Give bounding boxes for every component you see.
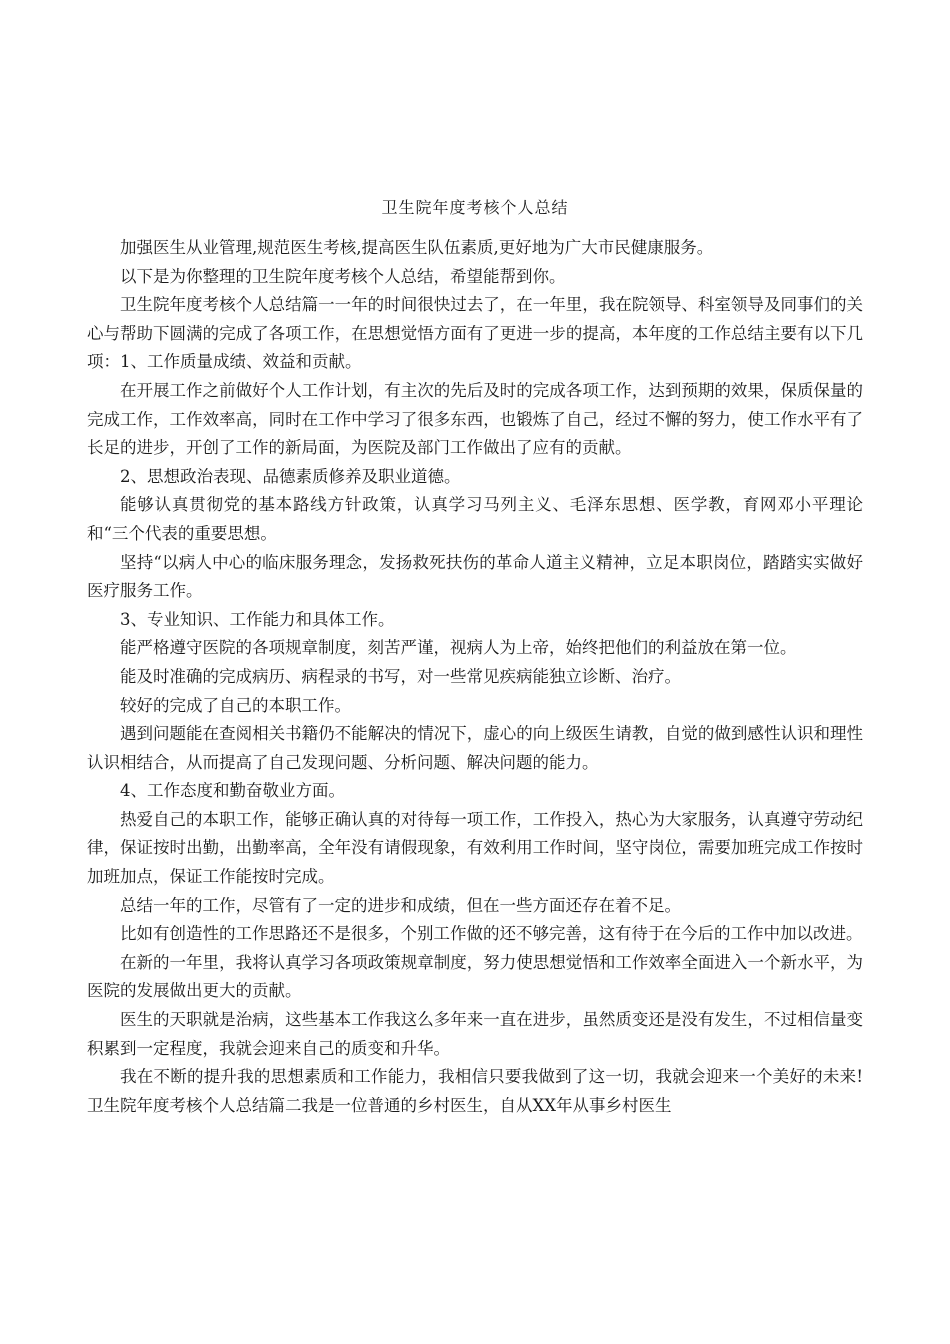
paragraph: 我在不断的提升我的思想素质和工作能力，我相信只要我做到了这一切，我就会迎来一个美好的未来!卫生院年度考核个人总结篇二我是一位普通的乡村医生，自从XX年从事乡村医生 bbox=[87, 1067, 863, 1115]
document-body bbox=[87, 234, 863, 1120]
paragraph: 比如有创造性的工作思路还不是很多，个别工作做的还不够完善，这有待于在今后的工作中加以改进。 bbox=[120, 924, 863, 944]
paragraph: 医生的天职就是治病，这些基本工作我这么多年来一直在进步，虽然质变还是没有发生，不过相信量变积累到一定程度，我就会迎来自己的质变和升华。 bbox=[87, 1010, 863, 1058]
paragraph: 较好的完成了自己的本职工作。 bbox=[120, 695, 351, 715]
paragraph: 遇到问题能在查阅相关书籍仍不能解决的情况下，虚心的向上级医生请教，自觉的做到感性认识和理性认识相结合，从而提高了自己发现问题、分析问题、解决问题的能力。 bbox=[87, 724, 863, 772]
paragraph: 加强医生从业管理,规范医生考核,提高医生队伍素质,更好地为广大市民健康服务。 bbox=[120, 238, 714, 257]
paragraph: 2、思想政治表现、品德素质修养及职业道德。 bbox=[120, 466, 461, 486]
document-title: 卫生院年度考核个人总结 bbox=[381, 198, 569, 217]
paragraph: 能严格遵守医院的各项规章制度，刻苦严谨，视病人为上帝，始终把他们的利益放在第一位。 bbox=[120, 638, 797, 658]
paragraph: 热爱自己的本职工作，能够正确认真的对待每一项工作，工作投入，热心为大家服务，认真遵守劳动纪律，保证按时出勤，出勤率高，全年没有请假现象，有效利用工作时间，坚守岗位，需要加班完成工作按时加班加点，保证工作能按时完成。 bbox=[87, 809, 863, 887]
paragraph: 在新的一年里，我将认真学习各项政策规章制度，努力使思想觉悟和工作效率全面进入一个新水平，为医院的发展做出更大的贡献。 bbox=[87, 952, 863, 1001]
paragraph: 3、专业知识、工作能力和具体工作。 bbox=[120, 609, 395, 629]
paragraph: 卫生院年度考核个人总结篇一一年的时间很快过去了，在一年里，我在院领导、科室领导及同事们的关心与帮助下圆满的完成了各项工作，在思想觉悟方面有了更进一步的提高，本年度的工作总结主要有以下几项：1、工作质量成绩、效益和贡献。 bbox=[87, 295, 863, 372]
paragraph: 能及时准确的完成病历、病程录的书写，对一些常见疾病能独立诊断、治疗。 bbox=[120, 666, 681, 686]
paragraph: 坚持“以病人中心的临床服务理念，发扬救死扶伤的革命人道主义精神，立足本职岗位，踏踏实实做好医疗服务工作。 bbox=[87, 552, 863, 601]
paragraph: 在开展工作之前做好个人工作计划，有主次的先后及时的完成各项工作，达到预期的效果，保质保量的完成工作，工作效率高，同时在工作中学习了很多东西，也锻炼了自己，经过不懈的努力，使工作水平有了长足的进步，开创了工作的新局面，为医院及部门工作做出了应有的贡献。 bbox=[87, 380, 863, 458]
paragraph: 4、工作态度和勤奋敬业方面。 bbox=[120, 781, 345, 801]
paragraph: 总结一年的工作，尽管有了一定的进步和成绩，但在一些方面还存在着不足。 bbox=[120, 895, 681, 915]
paragraph: 以下是为你整理的卫生院年度考核个人总结，希望能帮到你。 bbox=[120, 266, 566, 286]
paragraph: 能够认真贯彻党的基本路线方针政策，认真学习马列主义、毛泽东思想、医学教，育网邓小平理论和“三个代表的重要思想。 bbox=[87, 495, 863, 543]
